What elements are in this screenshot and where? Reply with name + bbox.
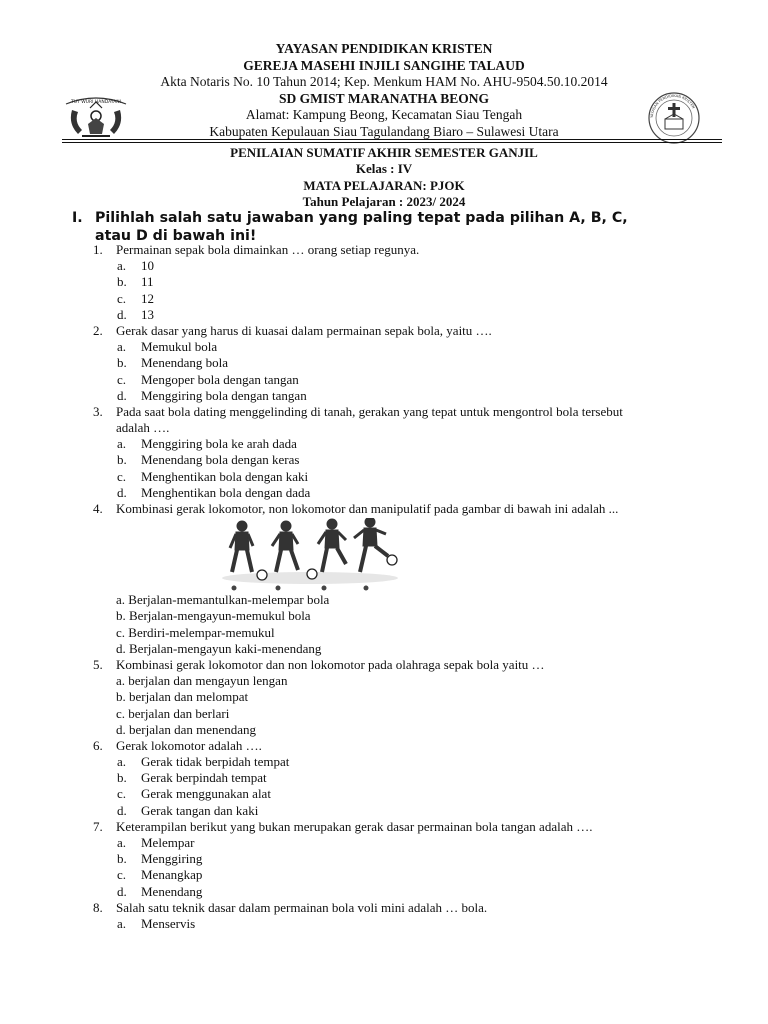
question-text: Pada saat bola dating menggelinding di tanah, gerakan yang tepat untuk mengontrol bola tersebut — [116, 403, 623, 419]
option-letter: a. — [117, 436, 127, 452]
header-divider-thin — [62, 142, 722, 143]
option-text: Gerak berpindah tempat — [141, 770, 267, 786]
question-number: 4. — [93, 501, 103, 516]
option-letter: c. — [117, 371, 127, 387]
foundation-name: YAYASAN PENDIDIKAN KRISTEN — [275, 41, 493, 56]
question-text: Permainan sepak bola dimainkan … orang setiap regunya. — [116, 242, 420, 257]
option-row — [0, 452, 768, 468]
option-row — [0, 754, 768, 770]
question-5 — [0, 657, 768, 673]
option-row — [0, 258, 768, 274]
question-4 — [0, 501, 768, 517]
option-row — [0, 355, 768, 371]
question-number: 3. — [93, 403, 103, 419]
option-row — [0, 851, 768, 867]
option-row — [0, 884, 768, 900]
option-row — [0, 722, 768, 738]
option-text: Gerak tangan dan kaki — [141, 802, 259, 818]
svg-text:YAYASAN PENDIDIKAN KRISTEN: YAYASAN PENDIDIKAN KRISTEN — [649, 93, 696, 119]
option-letter: a. — [117, 835, 127, 850]
option-letter: b. — [117, 355, 127, 371]
option-text: Menghentikan bola dengan kaki — [141, 468, 309, 484]
question-number: 8. — [93, 899, 103, 915]
option-row — [0, 706, 768, 722]
notary-info: Akta Notaris No. 10 Tahun 2014; Kep. Menkum HAM No. AHU-9504.50.10.2014 — [160, 74, 608, 90]
option-letter: a. — [117, 339, 127, 355]
option-row — [0, 803, 768, 819]
option-letter: a. — [117, 258, 127, 274]
question-text-line-2: adalah …. — [116, 420, 170, 436]
option-text: Menendang — [141, 883, 203, 899]
option-text: c. berjalan dan berlari — [116, 705, 230, 721]
question-number: 2. — [93, 322, 103, 338]
option-row — [0, 867, 768, 883]
option-text: 11 — [141, 274, 154, 290]
option-row — [0, 388, 768, 404]
question-3 — [0, 404, 768, 420]
option-text: Gerak menggunakan alat — [141, 786, 271, 802]
option-text: d. berjalan dan menendang — [116, 721, 257, 737]
option-text: Menangkap — [141, 867, 203, 883]
question-text: Gerak dasar yang harus di kuasai dalam permainan sepak bola, yaitu …. — [116, 322, 492, 338]
exam-title-block — [0, 145, 768, 210]
exam-subject: MATA PELAJARAN: PJOK — [303, 177, 465, 193]
question-6 — [0, 738, 768, 754]
option-text: d. Berjalan-mengayun kaki-menendang — [116, 640, 322, 656]
exam-year: Tahun Pelajaran : 2023/ 2024 — [302, 193, 466, 209]
question-text: Keterampilan berikut yang bukan merupakan gerak dasar permainan bola tangan adalah …. — [116, 818, 593, 834]
option-letter: c. — [117, 786, 127, 802]
option-letter: d. — [117, 387, 127, 403]
question-text: Kombinasi gerak lokomotor, non lokomotor dan manipulatif pada gambar di bawah ini adalah ... — [116, 501, 619, 516]
question-text: Kombinasi gerak lokomotor dan non lokomotor pada olahraga sepak bola yaitu … — [116, 656, 545, 672]
option-text: Menendang bola dengan keras — [141, 452, 300, 468]
section-instruction-line-1: Pilihlah salah satu jawaban yang paling tepat pada pilihan A, B, C, — [95, 210, 628, 226]
option-row — [0, 436, 768, 452]
question-text: Gerak lokomotor adalah …. — [116, 737, 262, 753]
question-number: 7. — [93, 818, 103, 834]
section-number: I. — [72, 210, 83, 226]
option-letter: c. — [117, 468, 127, 484]
question-list — [0, 242, 768, 932]
option-row — [0, 786, 768, 802]
option-text: Menendang bola — [141, 355, 229, 371]
school-region: Kabupaten Kepulauan Siau Tagulandang Biaro – Sulawesi Utara — [209, 123, 559, 139]
option-text: Menghentikan bola dengan dada — [141, 484, 311, 500]
option-row — [0, 291, 768, 307]
option-text: 12 — [141, 290, 154, 306]
exam-class: Kelas : IV — [355, 161, 413, 177]
option-text: Gerak tidak berpidah tempat — [141, 754, 290, 770]
option-letter: b. — [117, 274, 127, 290]
section-instruction-line-2: atau D di bawah ini! — [95, 227, 257, 244]
option-row — [0, 274, 768, 290]
svg-text:TUT WURI HANDAYANI: TUT WURI HANDAYANI — [71, 100, 121, 105]
question-number: 6. — [93, 737, 103, 753]
option-text: c. Berdiri-melempar-memukul — [116, 624, 275, 640]
option-letter: c. — [117, 867, 127, 883]
option-row — [0, 641, 768, 657]
option-text: b. berjalan dan melompat — [116, 689, 249, 705]
option-letter: d. — [117, 883, 127, 899]
option-row — [0, 608, 768, 624]
option-text: Menggiring bola ke arah dada — [141, 436, 297, 452]
option-text: Menggiring bola dengan tangan — [141, 387, 307, 403]
option-row — [0, 673, 768, 689]
question-7 — [0, 819, 768, 835]
option-text: b. Berjalan-mengayun-memukul bola — [116, 608, 311, 624]
kicking-sequence-image — [220, 518, 400, 592]
option-row — [0, 372, 768, 388]
option-letter: a. — [117, 754, 127, 770]
option-letter: d. — [117, 802, 127, 818]
option-letter: c. — [117, 290, 127, 306]
question-text: Salah satu teknik dasar dalam permainan bola voli mini adalah … bola. — [116, 899, 488, 915]
option-text: Melempar — [141, 835, 195, 850]
option-row — [0, 916, 768, 932]
question-text-continued — [0, 420, 768, 436]
school-name: SD GMIST MARANATHA BEONG — [279, 90, 489, 106]
option-text: 13 — [141, 306, 154, 322]
option-row — [0, 592, 768, 608]
option-text: a. berjalan dan mengayun lengan — [116, 673, 288, 689]
option-row — [0, 307, 768, 323]
church-name: GEREJA MASEHI INJILI SANGIHE TALAUD — [243, 57, 525, 73]
football-sequence-illustration — [0, 517, 768, 592]
option-letter: d. — [117, 484, 127, 500]
question-1 — [0, 242, 768, 258]
option-row — [0, 485, 768, 501]
section-instructions — [72, 210, 712, 245]
option-text: a. Berjalan-memantulkan-melempar bola — [116, 592, 330, 608]
option-letter: a. — [117, 915, 127, 931]
school-address: Alamat: Kampung Beong, Kecamatan Siau Tengah — [245, 107, 523, 123]
question-8 — [0, 900, 768, 916]
option-text: 10 — [141, 258, 154, 274]
option-row — [0, 770, 768, 786]
option-row — [0, 689, 768, 705]
option-text: Memukul bola — [141, 339, 218, 355]
option-row — [0, 835, 768, 851]
header-divider-thick — [62, 139, 722, 140]
option-letter: b. — [117, 770, 127, 786]
exam-title: PENILAIAN SUMATIF AKHIR SEMESTER GANJIL — [230, 145, 538, 160]
option-letter: d. — [117, 306, 127, 322]
question-number: 5. — [93, 656, 103, 672]
question-2 — [0, 323, 768, 339]
option-letter: b. — [117, 452, 127, 468]
option-row — [0, 469, 768, 485]
option-row — [0, 625, 768, 641]
option-text: Menservis — [141, 915, 196, 931]
option-text: Mengoper bola dengan tangan — [141, 371, 299, 387]
option-letter: b. — [117, 851, 127, 867]
option-row — [0, 339, 768, 355]
question-number: 1. — [93, 242, 103, 257]
option-text: Menggiring — [141, 851, 203, 867]
